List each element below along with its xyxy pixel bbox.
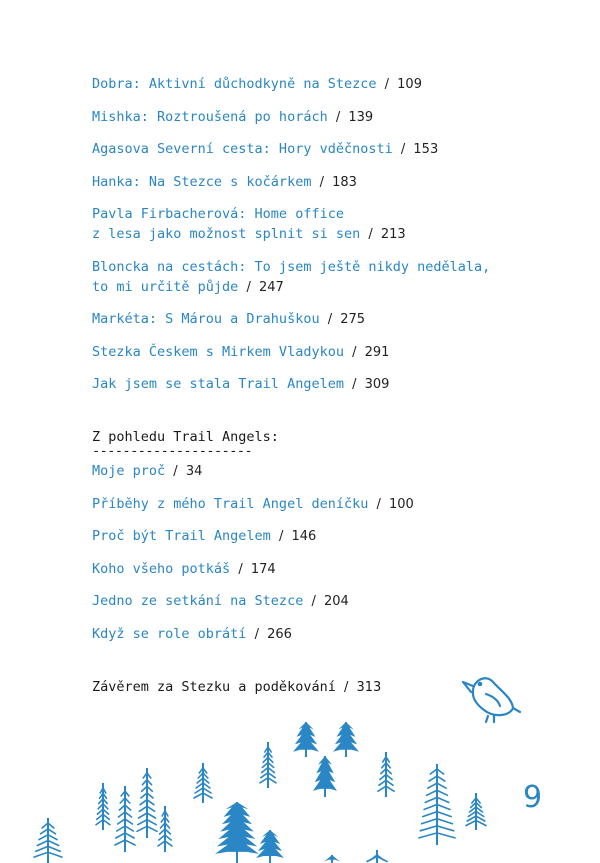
tree-icon (313, 756, 337, 797)
tree-icon (293, 722, 319, 757)
section-underline: --------------------- (92, 443, 253, 459)
tree-icon (215, 802, 259, 863)
tree-icon (378, 752, 394, 797)
toc-entry (92, 461, 562, 482)
entry-title: Jak jsem se stala Trail Angelem (92, 376, 344, 392)
entry-title: Mishka: Roztroušená po horách (92, 108, 328, 125)
entry-title-line2: to mi určitě půjde (92, 278, 239, 295)
tree-icon (367, 850, 387, 863)
entry-page: 213 (380, 227, 406, 242)
tree-icon (324, 855, 340, 863)
entry-title-line1: Pavla Firbacherová: Home office (92, 206, 344, 222)
separator: / (352, 344, 357, 360)
entry-page: 139 (348, 109, 374, 125)
separator: / (352, 377, 357, 392)
tree-icon (34, 722, 486, 863)
entry-page: 34 (185, 464, 203, 479)
tree-icon (96, 783, 110, 830)
entry-page: 204 (324, 594, 349, 609)
separator: / (319, 174, 324, 190)
bird-icon (463, 678, 520, 722)
entry-title: Hanka: Na Stezce s kočárkem (92, 173, 312, 190)
section-heading: Z pohledu Trail Angels: (92, 429, 279, 445)
entry-page: 275 (340, 312, 366, 327)
separator: / (327, 312, 333, 327)
toc-entry (92, 526, 562, 547)
entry-page: 291 (364, 344, 390, 360)
toc-entry (92, 494, 562, 515)
entry-title: Dobra: Aktivní důchodkyně na Stezce (92, 76, 377, 92)
toc-entry (92, 172, 562, 193)
tree-icon (34, 818, 62, 863)
entry-page: 183 (332, 174, 357, 190)
separator: / (173, 464, 178, 479)
toc-entry (92, 559, 562, 580)
entry-title: Proč být Trail Angelem (92, 528, 271, 544)
tree-icon (256, 830, 284, 863)
tree-icon (260, 742, 276, 788)
toc-entry (92, 74, 562, 95)
table-of-contents (92, 74, 562, 698)
page-number: 9 (523, 780, 543, 815)
tree-icon (466, 793, 486, 830)
separator: / (238, 561, 243, 577)
separator: / (400, 142, 406, 157)
entry-title: Když se role obrátí (92, 625, 247, 642)
entry-title: Moje proč (92, 463, 166, 479)
entry-page: 247 (258, 279, 284, 295)
separator: / (384, 77, 390, 92)
entry-title: Markéta: S Márou a Drahuškou (92, 311, 320, 327)
entry-title-line2: z lesa jako možnost splnit si sen (92, 226, 361, 242)
separator: / (343, 679, 349, 695)
toc-entry (92, 257, 562, 298)
separator: / (368, 227, 373, 242)
entry-page: 174 (250, 561, 276, 577)
separator: / (278, 529, 284, 544)
entry-page: 109 (397, 77, 422, 92)
entry-title: Agasova Severní cesta: Hory vděčnosti (92, 141, 393, 157)
separator: / (254, 626, 259, 642)
entry-title: Stezka Českem s Mirkem Vladykou (92, 343, 344, 360)
toc-entry (92, 374, 562, 395)
tree-icon (333, 722, 359, 757)
tree-icon (137, 768, 157, 838)
entry-page: 146 (291, 529, 317, 544)
toc-entry (92, 591, 562, 612)
closing-title: Závěrem za Stezku a poděkování (92, 678, 336, 695)
toc-entry (92, 139, 562, 160)
separator: / (376, 496, 381, 512)
separator: / (246, 279, 251, 295)
entry-title: Jedno ze setkání na Stezce (92, 593, 304, 609)
entry-page: 153 (413, 142, 439, 157)
entry-title: Příběhy z mého Trail Angel deníčku (92, 495, 369, 512)
entry-page: 266 (267, 626, 292, 642)
tree-icon (115, 786, 135, 852)
toc-entry (92, 204, 562, 245)
entry-title: Koho všeho potkáš (92, 560, 231, 577)
entry-page: 309 (364, 377, 390, 392)
tree-icon (419, 764, 455, 845)
entry-page: 100 (389, 496, 414, 512)
tree-icon (194, 763, 212, 803)
toc-entry (92, 107, 562, 128)
toc-entry (92, 309, 562, 330)
toc-entry (92, 624, 562, 645)
tree-icon (158, 806, 172, 852)
toc-entry (92, 342, 562, 363)
entry-title-line1: Bloncka na cestách: To jsem ještě nikdy nedělala, (92, 258, 491, 275)
separator: / (311, 594, 316, 609)
closing-page: 313 (356, 679, 382, 695)
forest-illustration (0, 650, 600, 863)
separator: / (335, 109, 341, 125)
